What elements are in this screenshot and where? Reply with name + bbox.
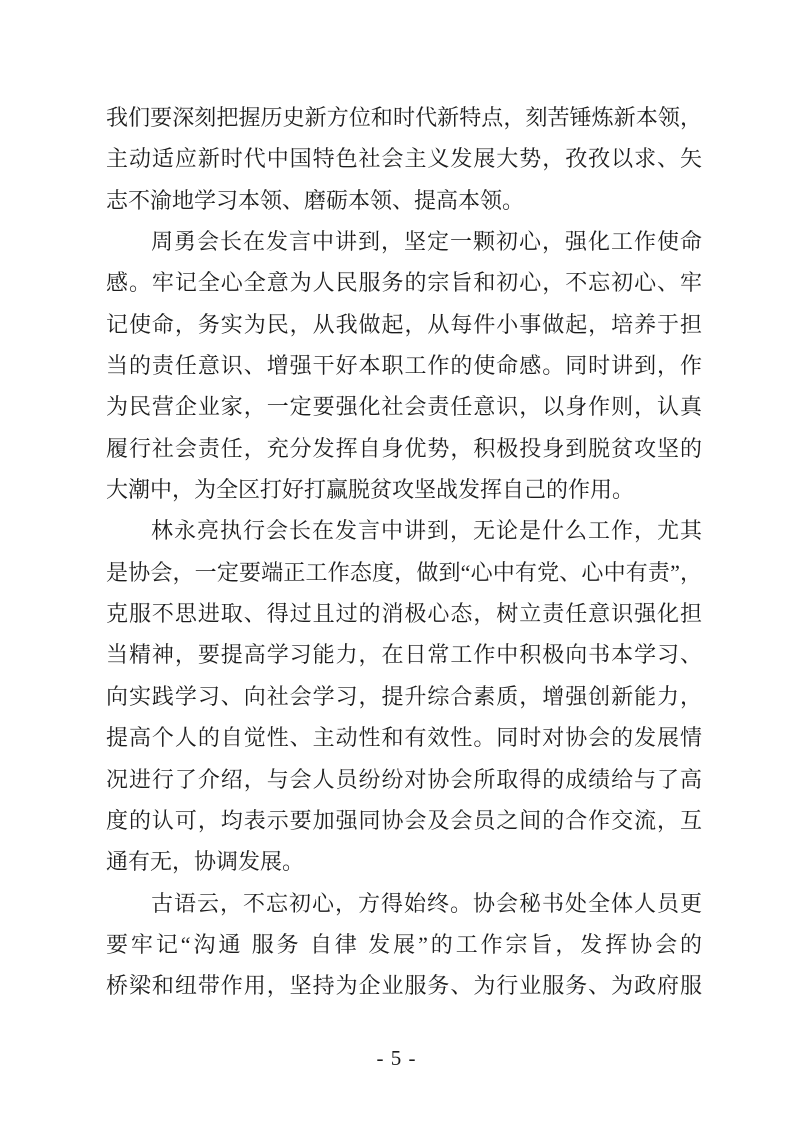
paragraph xyxy=(106,510,702,882)
text-line: 要牢记“沟通 服务 自律 发展”的工作宗旨，发挥协会的 xyxy=(106,931,702,957)
text-line: 桥梁和纽带作用，坚持为企业服务、为行业服务、为政府服 xyxy=(106,973,702,999)
text-line: 记使命，务实为民，从我做起，从每件小事做起，培养于担 xyxy=(106,311,702,337)
text-line: 主动适应新时代中国特色社会主义发展大势，孜孜以求、矢 xyxy=(106,146,702,172)
text-line: 感。牢记全心全意为人民服务的宗旨和初心，不忘初心、牢 xyxy=(106,270,702,296)
text-line: 是协会，一定要端正工作态度，做到“心中有党、心中有责”， xyxy=(106,559,702,585)
text-line: 我们要深刻把握历史新方位和时代新特点，刻苦锤炼新本领， xyxy=(106,105,702,130)
text-line: 为民营企业家，一定要强化社会责任意识，以身作则，认真 xyxy=(106,394,702,420)
text-line: 况进行了介绍，与会人员纷纷对协会所取得的成绩给与了高 xyxy=(106,766,702,792)
text-line: 履行社会责任，充分发挥自身优势，积极投身到脱贫攻坚的 xyxy=(106,435,702,461)
text-line: 向实践学习、向社会学习，提升综合素质，增强创新能力， xyxy=(106,683,702,709)
text-line: 古语云，不忘初心，方得始终。协会秘书处全体人员更 xyxy=(151,890,702,916)
text-line: 提高个人的自觉性、主动性和有效性。同时对协会的发展情 xyxy=(106,725,702,751)
text-line: 林永亮执行会长在发言中讲到，无论是什么工作，尤其 xyxy=(151,518,702,544)
paragraph xyxy=(106,221,702,510)
page-number: - 5 - xyxy=(376,1046,417,1070)
paragraph xyxy=(106,97,702,221)
text-line: 当的责任意识、增强干好本职工作的使命感。同时讲到，作 xyxy=(106,353,702,379)
text-line: 度的认可，均表示要加强同协会及会员之间的合作交流，互 xyxy=(106,807,702,833)
text-line: 通有无，协调发展。 xyxy=(106,849,305,875)
text-line: 大潮中，为全区打好打赢脱贫攻坚战发挥自己的作用。 xyxy=(106,477,635,503)
text-line: 克服不思进取、得过且过的消极心态，树立责任意识强化担 xyxy=(106,601,702,627)
document-body xyxy=(106,97,702,1007)
text-line: 志不渝地学习本领、磨砺本领、提高本领。 xyxy=(106,187,525,213)
text-line: 当精神，要提高学习能力，在日常工作中积极向书本学习、 xyxy=(106,642,702,668)
paragraph xyxy=(106,883,702,1007)
text-line: 周勇会长在发言中讲到，坚定一颗初心，强化工作使命 xyxy=(151,229,702,255)
